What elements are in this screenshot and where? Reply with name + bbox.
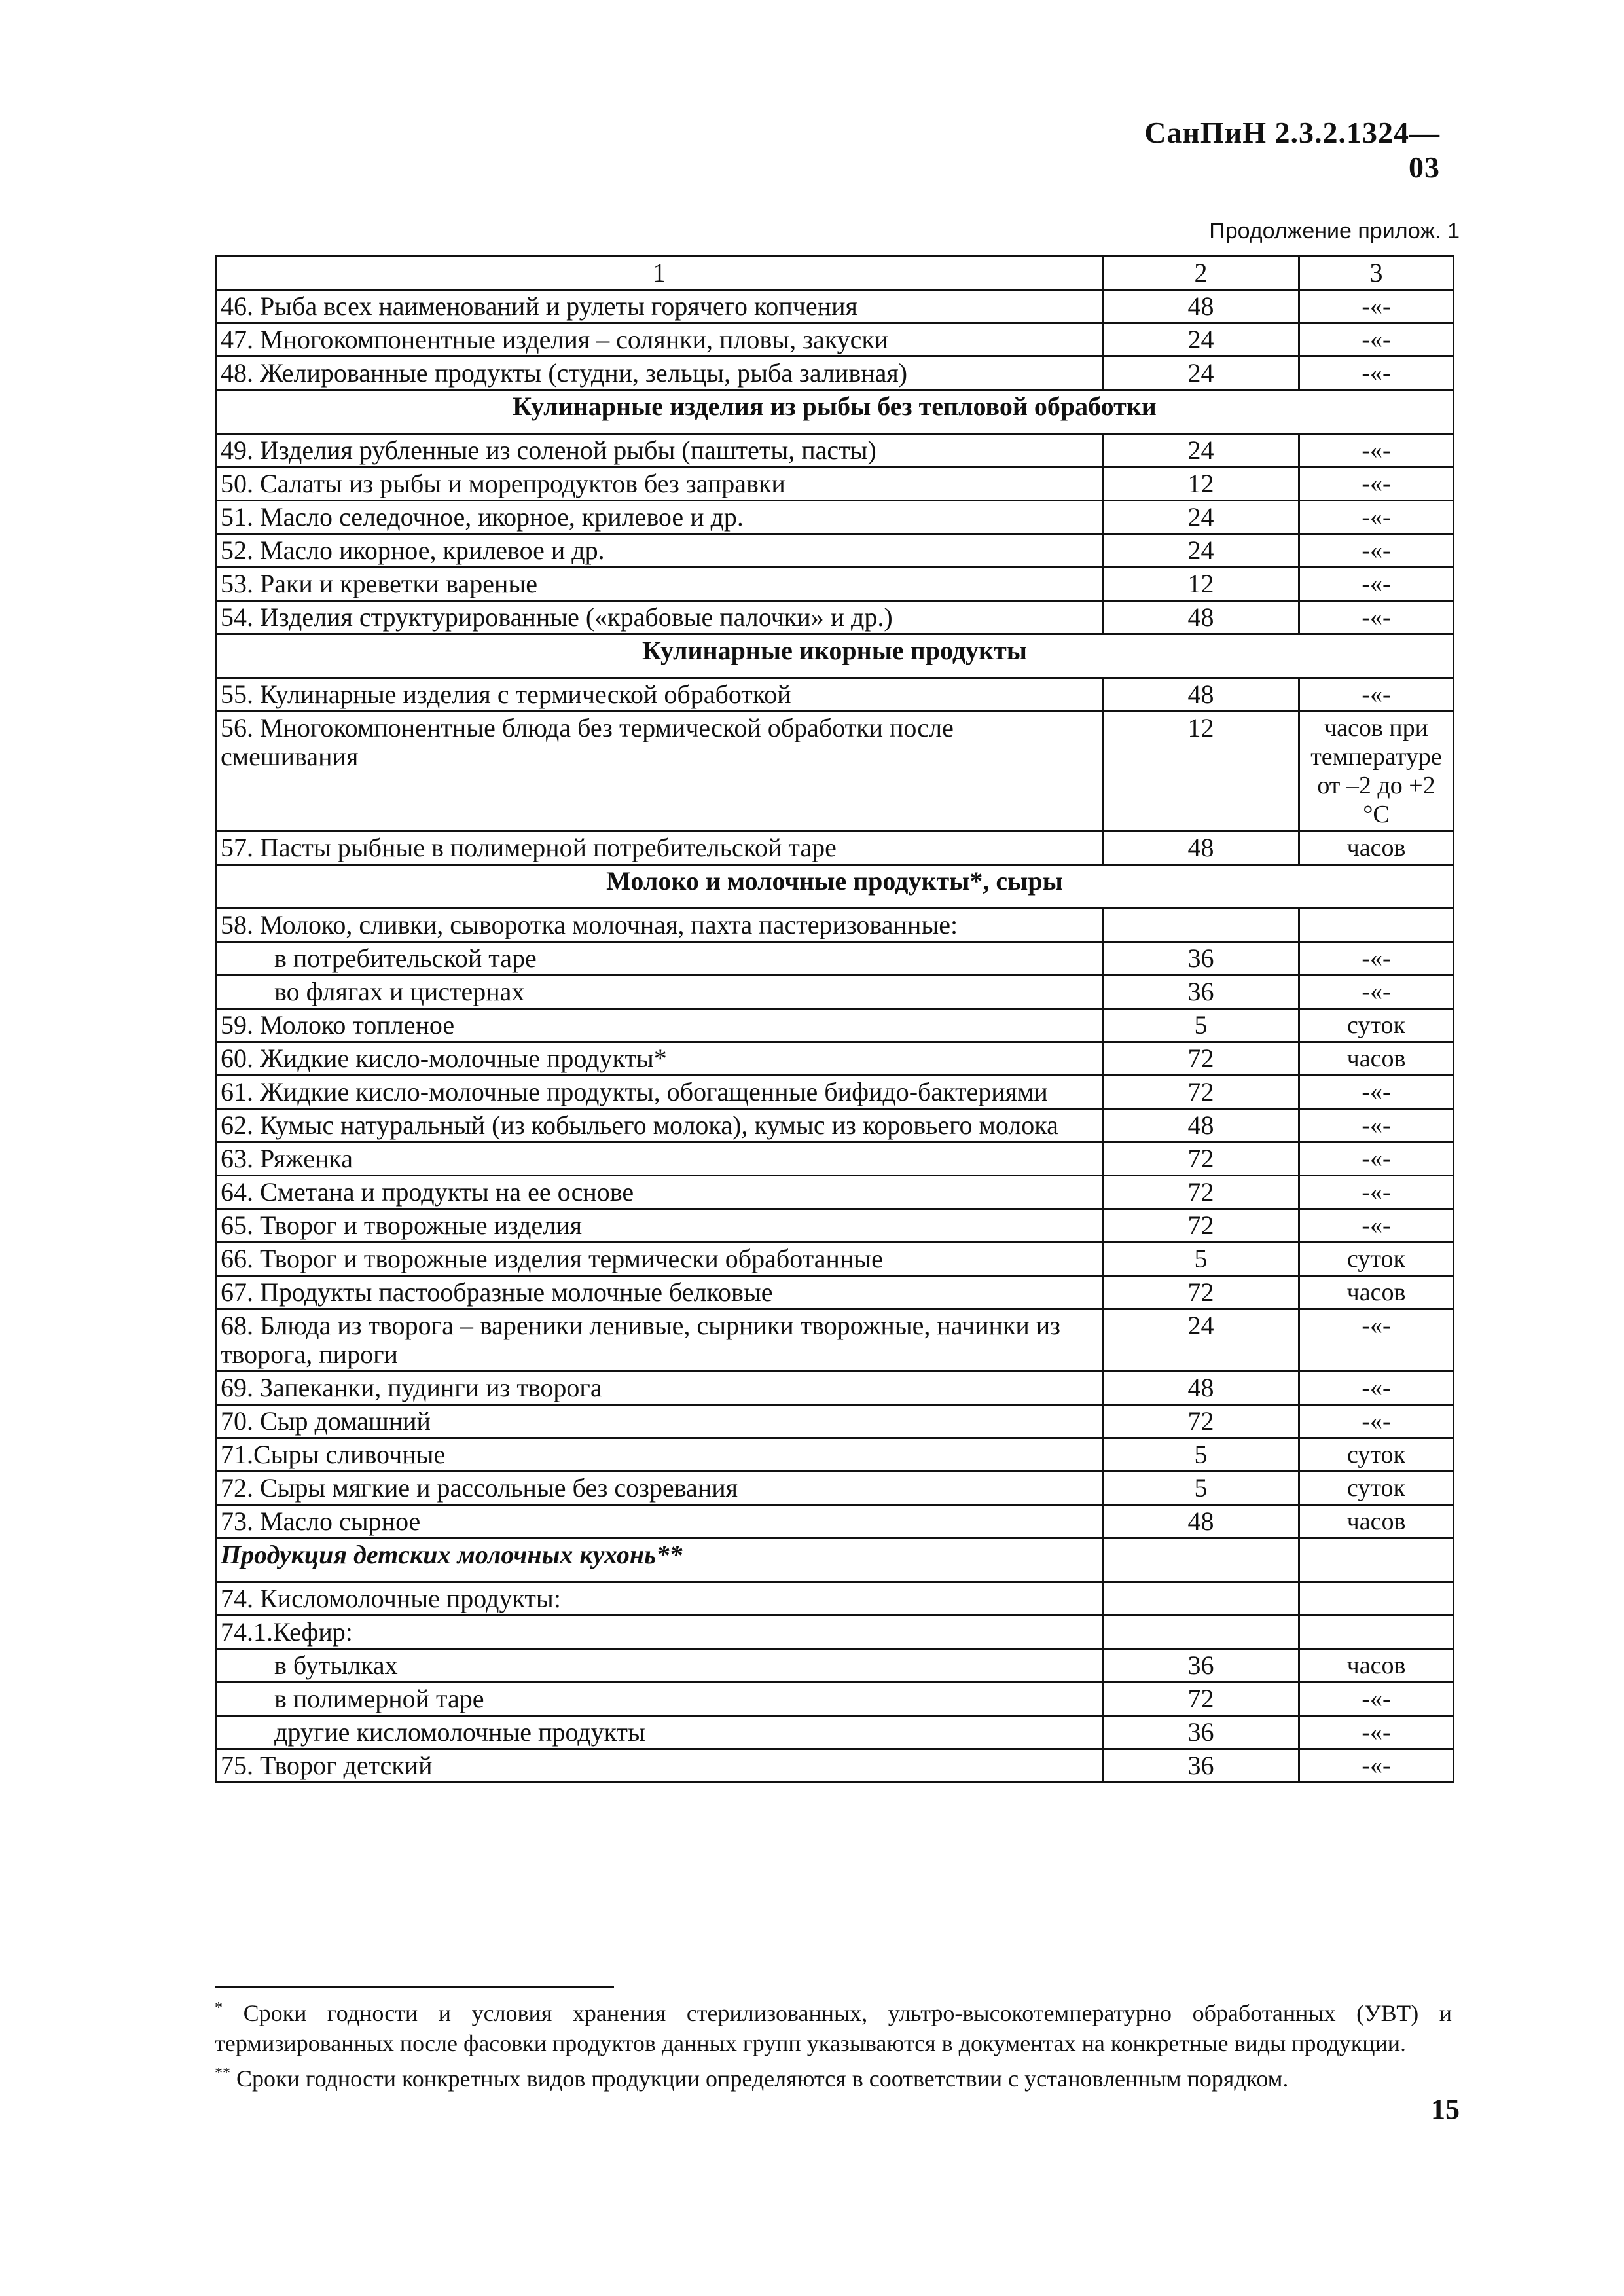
term-value-cell: 72 — [1103, 1209, 1299, 1243]
product-cell: в бутылках — [216, 1649, 1103, 1683]
table-row — [216, 1309, 1454, 1372]
table-row — [216, 942, 1454, 975]
product-cell: 64. Сметана и продукты на ее основе — [216, 1176, 1103, 1209]
table-row — [216, 1505, 1454, 1539]
term-unit-cell: часов — [1299, 1042, 1454, 1076]
term-value-cell: 12 — [1103, 568, 1299, 601]
term-unit-cell: -«- — [1299, 1309, 1454, 1372]
term-value-cell: 5 — [1103, 1243, 1299, 1276]
term-unit-cell — [1299, 909, 1454, 942]
term-unit-cell: часов — [1299, 1649, 1454, 1683]
product-cell: 48. Желированные продукты (студни, зельцы, рыба заливная) — [216, 357, 1103, 390]
term-unit-cell — [1299, 1539, 1454, 1582]
table-body — [216, 290, 1454, 1783]
column-header-3: 3 — [1299, 257, 1454, 290]
term-unit-cell: часов — [1299, 1505, 1454, 1539]
section-row — [216, 865, 1454, 909]
column-header-1: 1 — [216, 257, 1103, 290]
footnote-mark: ** — [215, 2065, 230, 2082]
document-code: СанПиН 2.3.2.1324—03 — [1144, 116, 1440, 184]
term-value-cell: 72 — [1103, 1683, 1299, 1716]
table-row — [216, 1109, 1454, 1142]
term-unit-cell: -«- — [1299, 1372, 1454, 1405]
term-unit-cell: -«- — [1299, 568, 1454, 601]
table-row — [216, 1243, 1454, 1276]
table-row — [216, 1749, 1454, 1783]
term-value-cell: 48 — [1103, 1109, 1299, 1142]
footnote-text: Сроки годности конкретных видов продукции определяются в соответствии с установленным порядком. — [236, 2066, 1289, 2092]
product-cell: 72. Сыры мягкие и рассольные без созревания — [216, 1472, 1103, 1505]
term-value-cell: 24 — [1103, 357, 1299, 390]
product-cell: 54. Изделия структурированные («крабовые палочки» и др.) — [216, 601, 1103, 634]
product-cell: 63. Ряженка — [216, 1142, 1103, 1176]
term-unit-cell: -«- — [1299, 975, 1454, 1009]
table-row — [216, 434, 1454, 467]
term-unit-cell: часов при температуре от –2 до +2 °С — [1299, 712, 1454, 831]
table-row — [216, 975, 1454, 1009]
term-value-cell: 24 — [1103, 501, 1299, 534]
product-cell: 51. Масло селедочное, икорное, крилевое и др. — [216, 501, 1103, 534]
term-value-cell: 72 — [1103, 1076, 1299, 1109]
term-unit-cell: часов — [1299, 831, 1454, 865]
product-cell: 52. Масло икорное, крилевое и др. — [216, 534, 1103, 568]
product-cell: 69. Запеканки, пудинги из творога — [216, 1372, 1103, 1405]
term-unit-cell: -«- — [1299, 1109, 1454, 1142]
product-cell: 58. Молоко, сливки, сыворотка молочная, пахта пастеризованные: — [216, 909, 1103, 942]
term-value-cell: 48 — [1103, 290, 1299, 323]
section-title: Молоко и молочные продукты*, сыры — [216, 865, 1454, 909]
footnote-mark: * — [215, 1999, 223, 2016]
product-cell: 53. Раки и креветки вареные — [216, 568, 1103, 601]
column-header-2: 2 — [1103, 257, 1299, 290]
term-value-cell: 5 — [1103, 1009, 1299, 1042]
term-unit-cell: суток — [1299, 1472, 1454, 1505]
term-value-cell: 72 — [1103, 1142, 1299, 1176]
term-value-cell: 5 — [1103, 1472, 1299, 1505]
table-row — [216, 1042, 1454, 1076]
term-value-cell: 48 — [1103, 1372, 1299, 1405]
section-row — [216, 390, 1454, 434]
table-row — [216, 909, 1454, 942]
term-value-cell — [1103, 909, 1299, 942]
table-row — [216, 1616, 1454, 1649]
table-row — [216, 601, 1454, 634]
table-row — [216, 1472, 1454, 1505]
product-cell: 68. Блюда из творога – вареники ленивые, сырники творожные, начинки из творога, пироги — [216, 1309, 1103, 1372]
term-value-cell: 36 — [1103, 1749, 1299, 1783]
term-value-cell: 36 — [1103, 1649, 1299, 1683]
term-unit-cell: -«- — [1299, 1142, 1454, 1176]
table-row — [216, 831, 1454, 865]
term-value-cell: 72 — [1103, 1405, 1299, 1438]
product-cell: 56. Многокомпонентные блюда без термической обработки после смешивания — [216, 712, 1103, 831]
term-unit-cell: -«- — [1299, 601, 1454, 634]
term-unit-cell: -«- — [1299, 1176, 1454, 1209]
product-cell: 73. Масло сырное — [216, 1505, 1103, 1539]
term-unit-cell: -«- — [1299, 434, 1454, 467]
term-unit-cell: -«- — [1299, 467, 1454, 501]
term-unit-cell: суток — [1299, 1438, 1454, 1472]
continuation-label: Продолжение прилож. 1 — [1209, 219, 1460, 244]
column-number-row — [216, 257, 1454, 290]
product-cell: 47. Многокомпонентные изделия – солянки, пловы, закуски — [216, 323, 1103, 357]
table-row — [216, 1142, 1454, 1176]
table-row — [216, 1009, 1454, 1042]
term-value-cell: 24 — [1103, 434, 1299, 467]
product-cell: 60. Жидкие кисло-молочные продукты* — [216, 1042, 1103, 1076]
term-unit-cell: -«- — [1299, 323, 1454, 357]
term-value-cell: 36 — [1103, 1716, 1299, 1749]
term-unit-cell: -«- — [1299, 1683, 1454, 1716]
table-row — [216, 1176, 1454, 1209]
term-unit-cell: -«- — [1299, 1209, 1454, 1243]
term-value-cell: 48 — [1103, 601, 1299, 634]
term-value-cell: 24 — [1103, 534, 1299, 568]
section-title: Кулинарные изделия из рыбы без тепловой обработки — [216, 390, 1454, 434]
table-row — [216, 1076, 1454, 1109]
term-value-cell: 72 — [1103, 1176, 1299, 1209]
term-value-cell: 72 — [1103, 1276, 1299, 1309]
table-row — [216, 1276, 1454, 1309]
table-row — [216, 1716, 1454, 1749]
table-row — [216, 712, 1454, 831]
product-cell: во флягах и цистернах — [216, 975, 1103, 1009]
table-row — [216, 1372, 1454, 1405]
product-cell: 74.1.Кефир: — [216, 1616, 1103, 1649]
product-cell: 62. Кумыс натуральный (из кобыльего молока), кумыс из коровьего молока — [216, 1109, 1103, 1142]
term-unit-cell: -«- — [1299, 290, 1454, 323]
term-unit-cell: -«- — [1299, 534, 1454, 568]
storage-terms-table — [215, 255, 1454, 1783]
term-value-cell: 48 — [1103, 678, 1299, 712]
product-cell: 50. Салаты из рыбы и морепродуктов без заправки — [216, 467, 1103, 501]
table-row — [216, 1539, 1454, 1582]
product-cell: 66. Творог и творожные изделия термически обработанные — [216, 1243, 1103, 1276]
term-value-cell: 36 — [1103, 975, 1299, 1009]
term-unit-cell: часов — [1299, 1276, 1454, 1309]
table-row — [216, 1649, 1454, 1683]
table-row — [216, 323, 1454, 357]
product-cell: 49. Изделия рубленные из соленой рыбы (паштеты, пасты) — [216, 434, 1103, 467]
table-row — [216, 290, 1454, 323]
term-value-cell: 5 — [1103, 1438, 1299, 1472]
term-unit-cell — [1299, 1582, 1454, 1616]
term-value-cell: 12 — [1103, 712, 1299, 831]
product-cell: Продукция детских молочных кухонь** — [216, 1539, 1103, 1582]
term-value-cell — [1103, 1616, 1299, 1649]
product-cell: 59. Молоко топленое — [216, 1009, 1103, 1042]
term-value-cell: 72 — [1103, 1042, 1299, 1076]
product-cell: другие кисломолочные продукты — [216, 1716, 1103, 1749]
table-row — [216, 501, 1454, 534]
term-unit-cell: -«- — [1299, 942, 1454, 975]
footnote — [215, 1993, 1452, 2058]
table-row — [216, 1209, 1454, 1243]
product-cell: в полимерной таре — [216, 1683, 1103, 1716]
term-unit-cell: -«- — [1299, 1749, 1454, 1783]
table-row — [216, 534, 1454, 568]
term-value-cell: 24 — [1103, 323, 1299, 357]
term-unit-cell: -«- — [1299, 1076, 1454, 1109]
footnotes — [215, 1993, 1452, 2094]
table-row — [216, 678, 1454, 712]
product-cell: 57. Пасты рыбные в полимерной потребительской таре — [216, 831, 1103, 865]
term-unit-cell: -«- — [1299, 1405, 1454, 1438]
table-row — [216, 1683, 1454, 1716]
section-title: Кулинарные икорные продукты — [216, 634, 1454, 678]
table-row — [216, 1582, 1454, 1616]
product-cell: 74. Кисломолочные продукты: — [216, 1582, 1103, 1616]
term-unit-cell: суток — [1299, 1009, 1454, 1042]
term-value-cell — [1103, 1582, 1299, 1616]
product-cell: 71.Сыры сливочные — [216, 1438, 1103, 1472]
product-cell: 65. Творог и творожные изделия — [216, 1209, 1103, 1243]
product-cell: 55. Кулинарные изделия с термической обработкой — [216, 678, 1103, 712]
product-cell: в потребительской таре — [216, 942, 1103, 975]
product-cell: 75. Творог детский — [216, 1749, 1103, 1783]
product-cell: 67. Продукты пастообразные молочные белковые — [216, 1276, 1103, 1309]
term-unit-cell: -«- — [1299, 357, 1454, 390]
term-unit-cell: -«- — [1299, 678, 1454, 712]
term-value-cell: 36 — [1103, 942, 1299, 975]
product-cell: 70. Сыр домашний — [216, 1405, 1103, 1438]
product-cell: 46. Рыба всех наименований и рулеты горячего копчения — [216, 290, 1103, 323]
term-value-cell: 48 — [1103, 1505, 1299, 1539]
product-cell: 61. Жидкие кисло-молочные продукты, обогащенные бифидо-бактериями — [216, 1076, 1103, 1109]
table-row — [216, 1438, 1454, 1472]
term-value-cell — [1103, 1539, 1299, 1582]
table-row — [216, 467, 1454, 501]
term-unit-cell — [1299, 1616, 1454, 1649]
page-number: 15 — [1431, 2093, 1460, 2125]
term-value-cell: 48 — [1103, 831, 1299, 865]
term-unit-cell: -«- — [1299, 1716, 1454, 1749]
table-row — [216, 1405, 1454, 1438]
term-value-cell: 24 — [1103, 1309, 1299, 1372]
term-value-cell: 12 — [1103, 467, 1299, 501]
footnote-text: Сроки годности и условия хранения стерилизованных, ультро-высокотемпературно обработанных (УВТ) и термизированных после фасовки продуктов данных групп указываются в документах на конкретные виды продукции. — [215, 2000, 1453, 2056]
table-row — [216, 357, 1454, 390]
footnote-divider — [215, 1986, 614, 1988]
footnote — [215, 2058, 1452, 2094]
term-unit-cell: суток — [1299, 1243, 1454, 1276]
table-row — [216, 568, 1454, 601]
term-unit-cell: -«- — [1299, 501, 1454, 534]
section-row — [216, 634, 1454, 678]
